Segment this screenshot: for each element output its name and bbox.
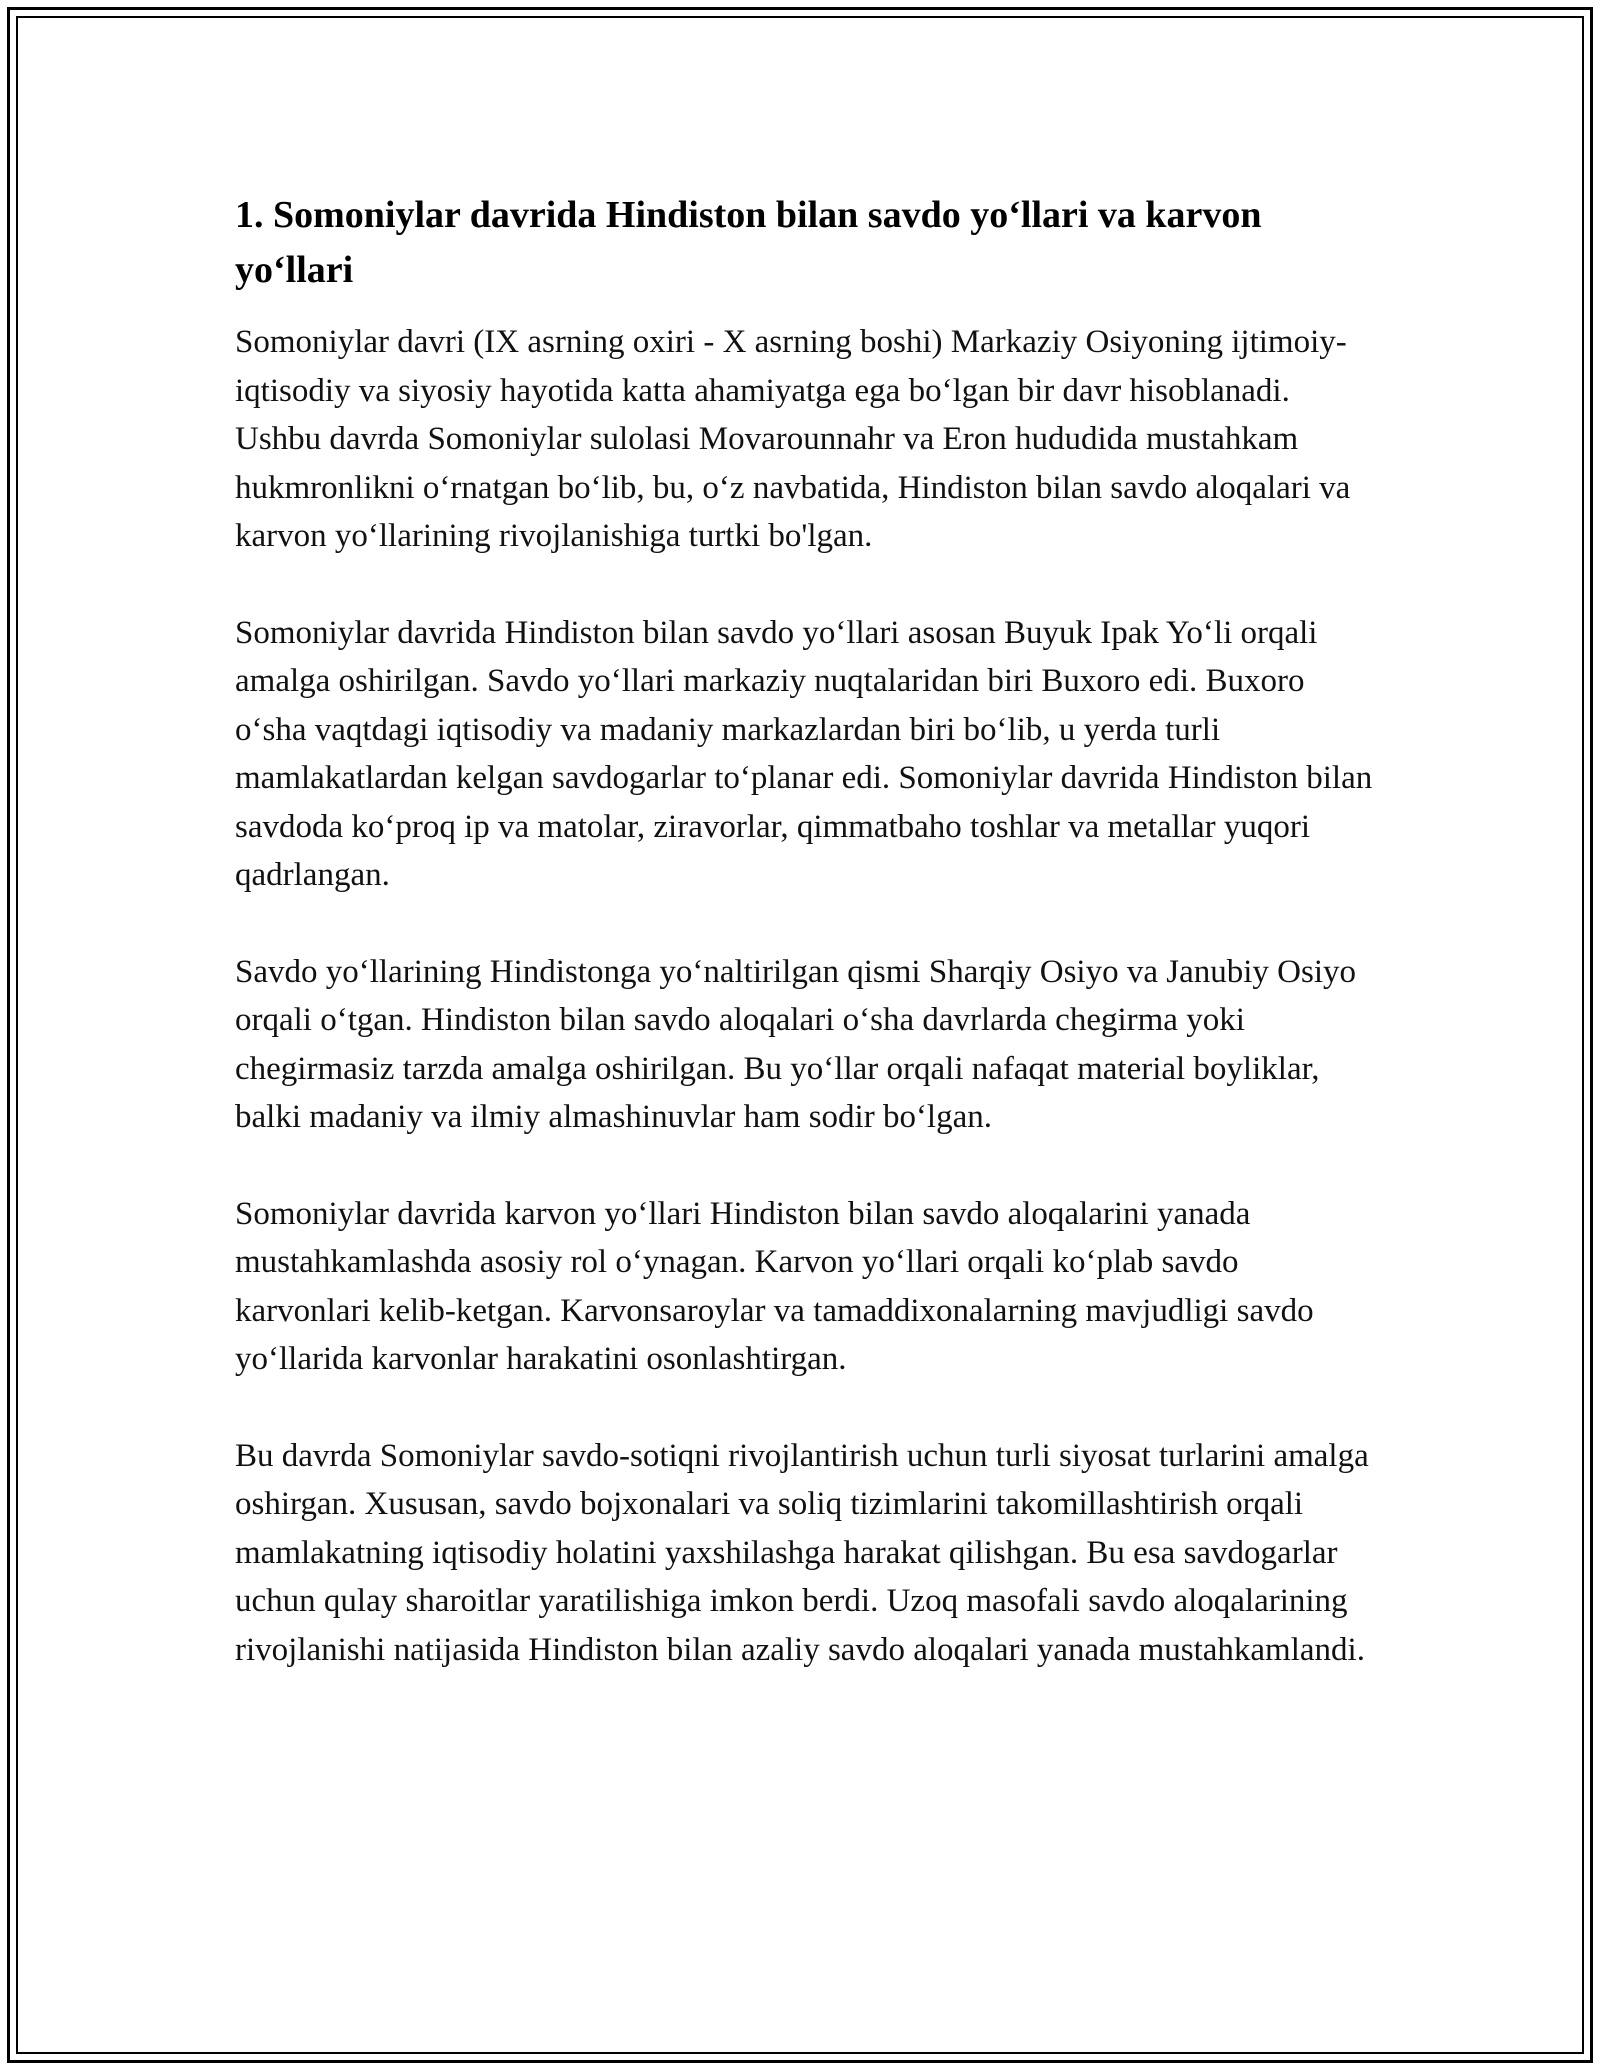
- document-body: [235, 188, 1375, 1722]
- section-heading: 1. Somoniylar davrida Hindiston bilan savdo yo‘llari va karvon yo‘llari: [235, 194, 1262, 291]
- paragraph-4: Somoniylar davrida karvon yo‘llari Hindiston bilan savdo aloqalarini yanada mustahkamlashda asosiy rol o‘ynagan. Karvon yo‘llari orqali ko‘plab savdo karvonlari kelib-ketgan. Karvonsaroylar va tamaddixonalarning mavjudligi savdo yo‘llarida karvonlar harakatini osonlashtirgan.: [235, 1195, 1314, 1377]
- paragraph-1: Somoniylar davri (IX asrning oxiri - X asrning boshi) Markaziy Osiyoning ijtimoiy-iqtisodiy va siyosiy hayotida katta ahamiyatga ega bo‘lgan bir davr hisoblanadi. Ushbu davrda Somoniylar sulolasi Movarounnahr va Eron hududida mustahkam hukmronlikni o‘rnatgan bo‘lib, bu, o‘z navbatida, Hindiston bilan savdo aloqalari va karvon yo‘llarining rivojlanishiga turtki bo'lgan.: [235, 324, 1351, 554]
- paragraph-5: Bu davrda Somoniylar savdo-sotiqni rivojlantirish uchun turli siyosat turlarini amalga oshirgan. Xususan, savdo bojxonalari va soliq tizimlarini takomillashtirish orqali mamlakatning iqtisodiy holatini yaxshilashga harakat qilishgan. Bu esa savdogarlar uchun qulay sharoitlar yaratilishiga imkon berdi. Uzoq masofali savdo aloqalarining rivojlanishi natijasida Hindiston bilan azaliy savdo aloqalari yanada mustahkamlandi.: [235, 1437, 1369, 1668]
- paragraph-3: Savdo yo‘llarining Hindistonga yo‘naltirilgan qismi Sharqiy Osiyo va Janubiy Osiyo orqali o‘tgan. Hindiston bilan savdo aloqalari o‘sha davrlarda chegirma yoki chegirmasiz tarzda amalga oshirilgan. Bu yo‘llar orqali nafaqat material boyliklar, balki madaniy va ilmiy almashinuvlar ham sodir bo‘lgan.: [235, 953, 1356, 1135]
- paragraph-2: Somoniylar davrida Hindiston bilan savdo yo‘llari asosan Buyuk Ipak Yo‘li orqali amalga oshirilgan. Savdo yo‘llari markaziy nuqtalaridan biri Buxoro edi. Buxoro o‘sha vaqtdagi iqtisodiy va madaniy markazlardan biri bo‘lib, u yerda turli mamlakatlardan kelgan savdogarlar to‘planar edi. Somoniylar davrida Hindiston bilan savdoda ko‘proq ip va matolar, ziravorlar, qimmatbaho toshlar va metallar yuqori qadrlangan.: [235, 614, 1373, 893]
